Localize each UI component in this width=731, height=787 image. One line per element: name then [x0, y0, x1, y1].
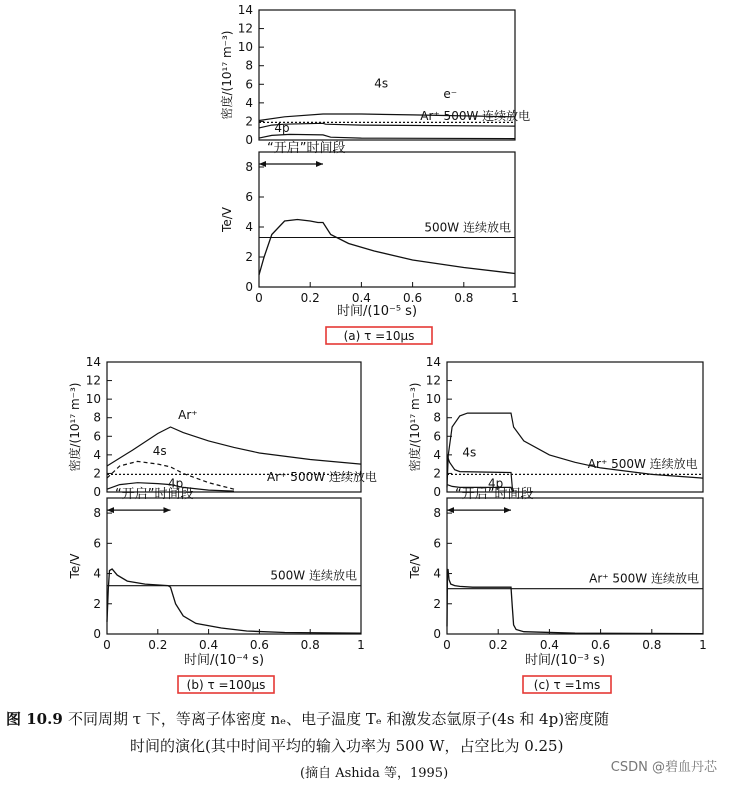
te-a-xtick-label: 0 [255, 291, 263, 305]
density-b-annotation: Ar⁺ [178, 407, 198, 422]
subtitle-a: (a) τ =10μs [343, 329, 415, 343]
te-b-ytick-label: 6 [93, 536, 101, 551]
density-b-annotation: 4p [167, 476, 184, 491]
te-c-on-arrow-right-head [504, 507, 511, 513]
chart-panel-b [67, 355, 377, 693]
te-c-xtick-label: 0.2 [488, 638, 508, 652]
density-a-ytick-label: 12 [237, 21, 253, 36]
density-b-annotation: 4s [152, 444, 167, 459]
te-a-xtick-label: 0.8 [454, 291, 474, 305]
chart-panel-a [219, 3, 530, 344]
density-a-ytick-label: 8 [245, 58, 253, 73]
density-b-ytick-label: 6 [93, 429, 101, 444]
te-c-xtick-label: 1 [699, 638, 707, 652]
te-c-ytick-label: 4 [433, 566, 441, 581]
te-b-xtick-label: 0.2 [148, 638, 168, 652]
density-b-ytick-label: 14 [85, 355, 101, 369]
te-a-on-label: “开启”时间段 [267, 141, 346, 156]
density-b-ytick-label: 10 [85, 392, 101, 407]
density-c-ytick-label: 0 [433, 485, 441, 499]
density-a-annotation: e⁻ [443, 87, 458, 101]
density-b-ytick-label: 2 [93, 466, 101, 481]
te-b-on-label: “开启”时间段 [115, 487, 194, 503]
density-a-ytick-label: 10 [237, 40, 253, 55]
te-b-xtick-label: 1 [357, 638, 365, 652]
te-c-ytick-label: 2 [433, 596, 441, 611]
te-c-xtick-label: 0.6 [591, 638, 611, 652]
subtitle-b: (b) τ =100μs [186, 678, 266, 692]
density-a-annotation: 4p [274, 120, 290, 135]
te-b-ytick-label: 2 [93, 596, 101, 611]
density-b-ytick-label: 4 [93, 447, 101, 462]
density-c-ytick-label: 6 [433, 429, 441, 444]
density-c-annotation: 4p [487, 476, 504, 491]
te-b-xtick-label: 0 [103, 638, 111, 652]
te-c-ytick-label: 8 [433, 506, 441, 521]
caption-line-2: 时间的演化(其中时间平均的输入功率为 500 W，占空比为 0.25) [130, 737, 564, 755]
density-a-ytick-label: 6 [245, 77, 253, 92]
density-c-annotation: Ar⁺ 500W 连续放电 [587, 457, 698, 472]
density-c-ytick-label: 14 [425, 355, 441, 369]
density-a-ylabel: 密度/(10¹⁷ m⁻³) [220, 30, 234, 120]
te-a-xtick-label: 0.4 [351, 291, 371, 305]
density-c-ylabel: 密度/(10¹⁷ m⁻³) [408, 382, 422, 472]
density-a-ytick-label: 14 [237, 3, 253, 17]
density-b-ytick-label: 12 [85, 373, 101, 388]
te-b-frame [107, 498, 361, 634]
te-c-xtick-label: 0.8 [642, 638, 662, 652]
density-b-series-Ar [107, 427, 361, 466]
watermark: CSDN @碧血丹芯 [610, 760, 717, 775]
te-b-ylabel: Te/V [68, 553, 82, 579]
te-a-xtick-label: 0.6 [403, 291, 423, 305]
density-a-annotation: 4s [374, 76, 389, 91]
te-b-ytick-label: 8 [93, 506, 101, 521]
te-a-on-arrow-right-head [316, 161, 323, 167]
te-b-on-arrow-right-head [164, 507, 171, 513]
caption-source: (摘自 Ashida 等，1995) [300, 766, 449, 781]
density-c-series-Ar [447, 413, 703, 487]
te-b-xtick-label: 0.6 [249, 638, 269, 652]
te-c-on-arrow-left-head [447, 507, 454, 513]
te-c-frame [447, 498, 703, 634]
te-b-on-arrow-left-head [107, 507, 114, 513]
density-c-annotation: 4s [462, 445, 477, 460]
te-c-xtick-label: 0.4 [539, 638, 559, 652]
density-b-ylabel: 密度/(10¹⁷ m⁻³) [68, 382, 82, 472]
te-c-on-label: “开启”时间段 [455, 487, 534, 503]
density-a-series-4s [259, 123, 515, 128]
te-a-xtick-label: 0.2 [300, 291, 320, 305]
te-a-ylabel: Te/V [220, 207, 234, 232]
caption-line-1: 不同周期 τ 下，等离子体密度 nₑ、电子温度 Tₑ 和激发态氩原子(4s 和 4p)密度随 [68, 710, 610, 728]
density-b-ytick-label: 0 [93, 485, 101, 499]
te-c-xtick-label: 0 [443, 638, 451, 652]
te-a-on-arrow-left-head [259, 161, 266, 167]
te-a-ytick-label: 0 [245, 280, 253, 294]
te-c-xlabel: 时间/(10⁻³ s) [524, 653, 606, 668]
te-a-ytick-label: 8 [245, 160, 253, 174]
density-c-ytick-label: 8 [433, 410, 441, 425]
density-a-annotation: Ar⁺ 500W 连续放电 [420, 109, 531, 124]
density-c-ytick-label: 2 [433, 466, 441, 481]
density-c-ytick-label: 4 [433, 447, 441, 462]
density-a-ytick-label: 2 [245, 114, 253, 129]
te-a-ytick-label: 4 [245, 220, 253, 234]
density-b-ytick-label: 8 [93, 410, 101, 425]
te-a-ytick-label: 2 [245, 250, 253, 264]
te-b-xlabel: 时间/(10⁻⁴ s) [183, 653, 265, 668]
te-b-ytick-label: 0 [93, 627, 101, 641]
te-a-xtick-label: 1 [511, 291, 519, 305]
te-c-ylabel: Te/V [408, 553, 422, 579]
te-b-xtick-label: 0.8 [300, 638, 320, 652]
te-b-ytick-label: 4 [93, 566, 101, 581]
te-a-cw-label: 500W 连续放电 [424, 220, 511, 235]
density-b-annotation: Ar⁺ 500W 连续放电 [267, 470, 377, 485]
density-c-ytick-label: 12 [425, 373, 441, 388]
te-b-xtick-label: 0.4 [199, 638, 219, 652]
te-a-ytick-label: 6 [245, 190, 253, 204]
density-c-series-4s [447, 455, 514, 491]
density-a-ytick-label: 4 [245, 95, 253, 110]
caption-number: 图 10.9 [6, 710, 63, 728]
subtitle-c: (c) τ =1ms [533, 678, 601, 692]
chart-panel-c [407, 355, 707, 693]
density-c-ytick-label: 10 [425, 392, 441, 407]
te-a-xlabel: 时间/(10⁻⁵ s) [336, 304, 418, 319]
density-a-ytick-label: 0 [245, 133, 253, 147]
te-c-cw-label: Ar⁺ 500W 连续放电 [589, 571, 699, 586]
te-c-ytick-label: 0 [433, 627, 441, 641]
te-c-ytick-label: 6 [433, 536, 441, 551]
density-a-series-4p [259, 134, 515, 138]
te-b-cw-label: 500W 连续放电 [270, 568, 357, 583]
